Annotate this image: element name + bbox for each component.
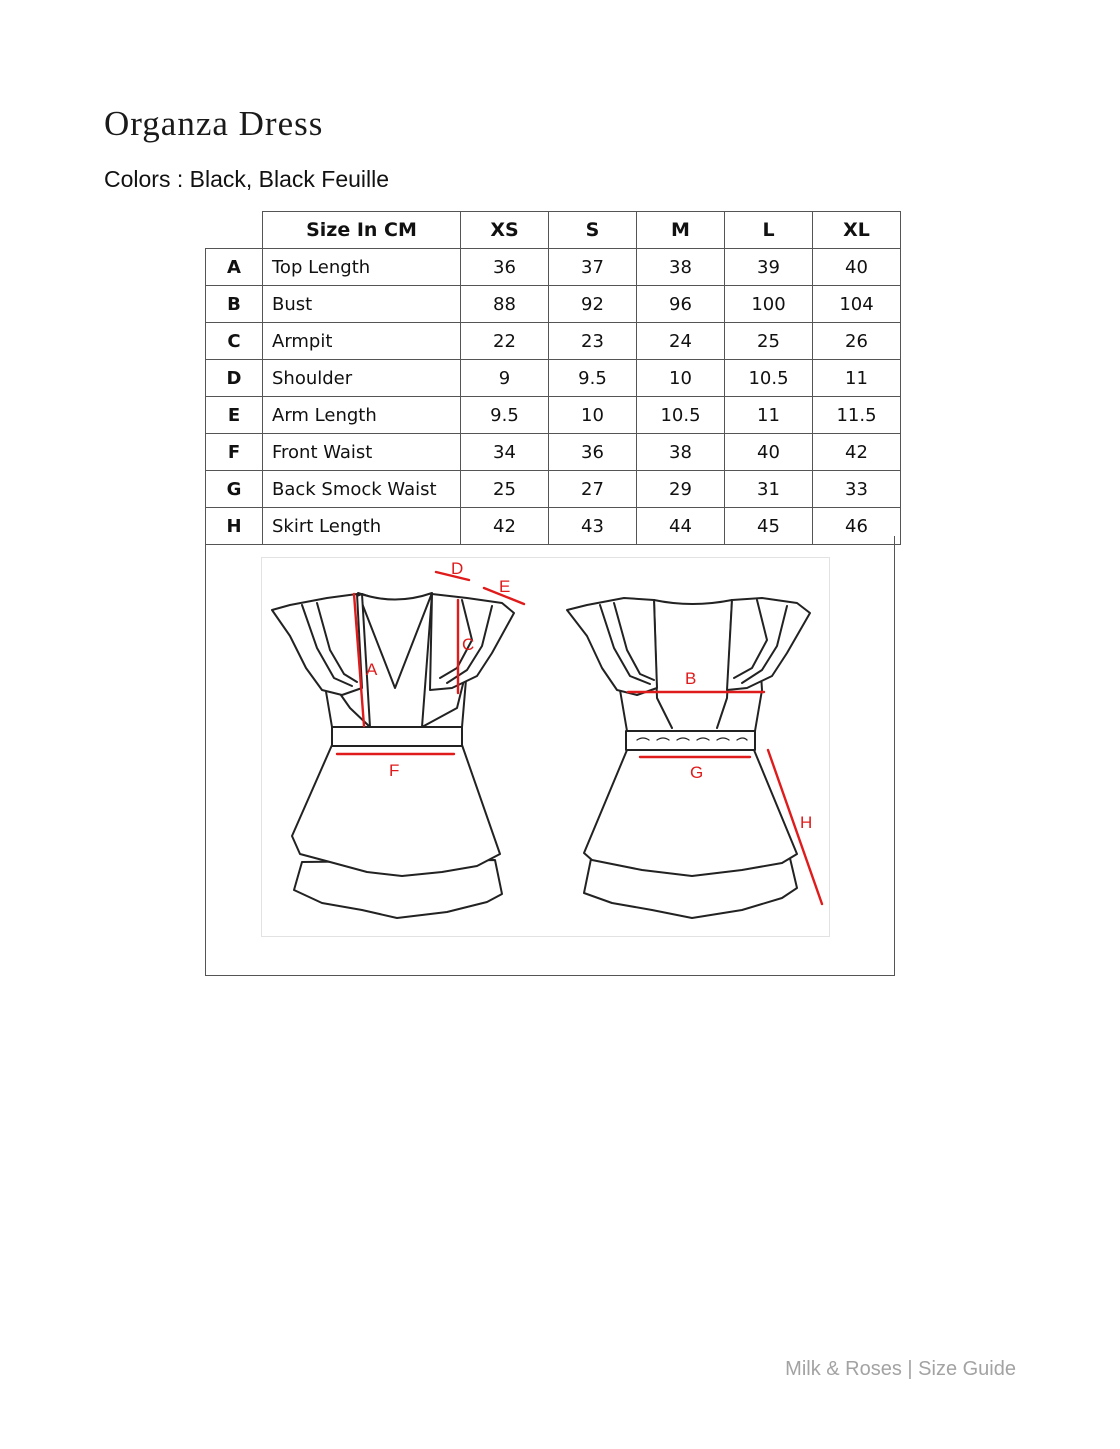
row-size-value: 10.5	[637, 397, 725, 434]
footer-text: Milk & Roses | Size Guide	[785, 1358, 1016, 1380]
table-row	[206, 286, 901, 323]
label-a: A	[366, 660, 378, 679]
row-size-value: 37	[549, 249, 637, 286]
table-row	[206, 323, 901, 360]
row-size-value: 22	[461, 323, 549, 360]
row-size-value: 11.5	[813, 397, 901, 434]
header-size-label: Size In CM	[263, 212, 461, 249]
row-size-value: 31	[725, 471, 813, 508]
row-measurement-name: Armpit	[263, 323, 461, 360]
row-letter: H	[206, 508, 263, 545]
label-f: F	[389, 761, 400, 780]
row-size-value: 38	[637, 434, 725, 471]
row-size-value: 10.5	[725, 360, 813, 397]
table-row	[206, 471, 901, 508]
row-letter: A	[206, 249, 263, 286]
row-measurement-name: Shoulder	[263, 360, 461, 397]
row-size-value: 42	[461, 508, 549, 545]
row-size-value: 46	[813, 508, 901, 545]
row-measurement-name: Bust	[263, 286, 461, 323]
front-dress-sketch	[272, 593, 514, 918]
row-size-value: 88	[461, 286, 549, 323]
illustration-frame	[261, 557, 830, 937]
label-g: G	[690, 763, 704, 782]
row-size-value: 11	[813, 360, 901, 397]
row-size-value: 9.5	[461, 397, 549, 434]
row-size-value: 45	[725, 508, 813, 545]
row-size-value: 100	[725, 286, 813, 323]
header-size-s: S	[549, 212, 637, 249]
row-letter: E	[206, 397, 263, 434]
row-size-value: 25	[725, 323, 813, 360]
table-row	[206, 360, 901, 397]
row-measurement-name: Top Length	[263, 249, 461, 286]
header-size-l: L	[725, 212, 813, 249]
row-measurement-name: Front Waist	[263, 434, 461, 471]
label-d: D	[451, 559, 464, 578]
row-size-value: 34	[461, 434, 549, 471]
header-size-m: M	[637, 212, 725, 249]
row-size-value: 29	[637, 471, 725, 508]
row-size-value: 27	[549, 471, 637, 508]
row-size-value: 11	[725, 397, 813, 434]
row-size-value: 42	[813, 434, 901, 471]
row-size-value: 36	[549, 434, 637, 471]
header-size-xl: XL	[813, 212, 901, 249]
table-row	[206, 434, 901, 471]
row-size-value: 36	[461, 249, 549, 286]
row-size-value: 38	[637, 249, 725, 286]
table-row	[206, 397, 901, 434]
row-measurement-name: Arm Length	[263, 397, 461, 434]
table-row	[206, 249, 901, 286]
row-letter: C	[206, 323, 263, 360]
row-letter: D	[206, 360, 263, 397]
row-size-value: 40	[725, 434, 813, 471]
label-c: C	[462, 635, 475, 654]
row-size-value: 10	[549, 397, 637, 434]
row-size-value: 33	[813, 471, 901, 508]
illustration-box	[205, 536, 895, 976]
row-size-value: 25	[461, 471, 549, 508]
page-title: Organza Dress	[104, 104, 324, 143]
row-size-value: 104	[813, 286, 901, 323]
row-size-value: 24	[637, 323, 725, 360]
row-size-value: 43	[549, 508, 637, 545]
row-size-value: 44	[637, 508, 725, 545]
row-size-value: 39	[725, 249, 813, 286]
row-measurement-name: Back Smock Waist	[263, 471, 461, 508]
table-header-row	[206, 212, 901, 249]
size-table	[205, 211, 901, 545]
row-letter: B	[206, 286, 263, 323]
row-size-value: 9.5	[549, 360, 637, 397]
row-size-value: 10	[637, 360, 725, 397]
row-letter: F	[206, 434, 263, 471]
row-size-value: 9	[461, 360, 549, 397]
dress-diagram	[262, 558, 829, 936]
row-size-value: 26	[813, 323, 901, 360]
header-size-xs: XS	[461, 212, 549, 249]
row-size-value: 23	[549, 323, 637, 360]
row-size-value: 92	[549, 286, 637, 323]
row-measurement-name: Skirt Length	[263, 508, 461, 545]
row-size-value: 40	[813, 249, 901, 286]
label-h: H	[800, 813, 813, 832]
row-size-value: 96	[637, 286, 725, 323]
label-b: B	[685, 669, 697, 688]
row-letter: G	[206, 471, 263, 508]
label-e: E	[499, 577, 511, 596]
header-blank-cell	[206, 212, 263, 249]
colors-line: Colors : Black, Black Feuille	[104, 166, 390, 192]
